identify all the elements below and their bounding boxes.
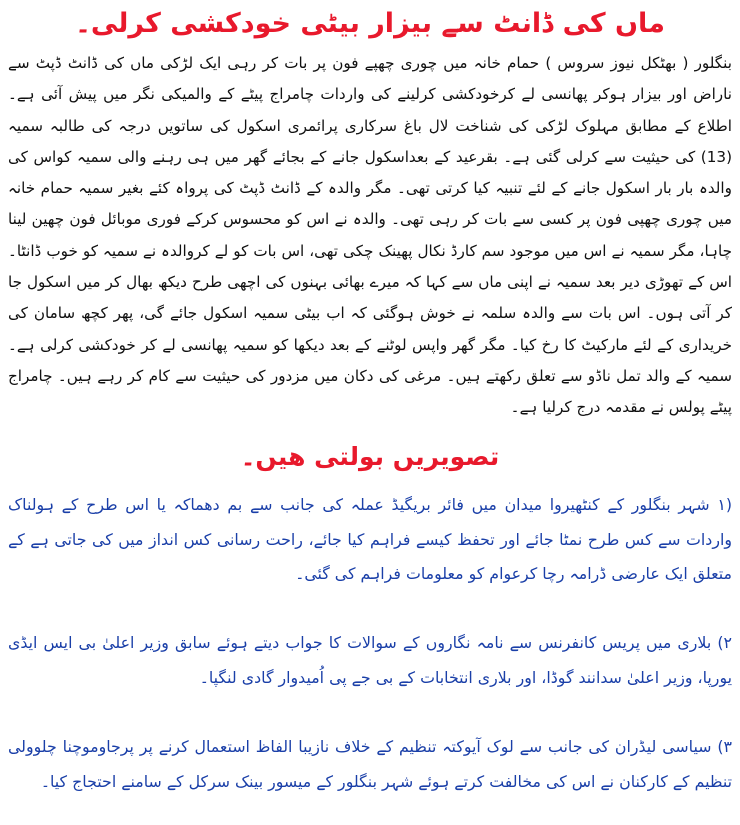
photo-captions [8, 488, 732, 820]
caption-3-text: سیاسی لیڈران کی جانب سے لوک آیوکتہ تنظیم کے خلاف نازیبا الفاظ استعمال کرنے پر پرجاوموچنا چلوولی تنظیم کے کارکنان نے اس کی مخالفت کرتے ہوئے شہر بنگلور کے میسور بینک سرکل کے سامنے احتجاج کیا۔ [8, 737, 732, 791]
caption-2-text: بلاری میں پریس کانفرنس سے نامہ نگاروں کے سوالات کا جواب دیتے ہوئے سابق وزیر اعلیٰ بی ایس ایڈی یورپا، وزیر اعلیٰ سدانند گوڈا، اور بلاری انتخابات کے بی جے پی اُمیدوار گادی لنگپا۔ [8, 633, 732, 687]
caption-1 [8, 488, 732, 626]
section-title: تصویریں بولتی ھیں۔ [240, 442, 500, 471]
caption-3 [8, 730, 732, 820]
caption-2-number: ۲) [717, 633, 732, 652]
headline: ماں کی ڈانٹ سے بیزار بیٹی خودکشی کرلی۔ [75, 8, 665, 39]
article-body: بنگلور ( بھٹکل نیوز سروس ) حمام خانہ میں چوری چھپے فون پر بات کر رہی ایک لڑکی ماں کی ڈانٹ ڈپٹ سے ناراض اور بیزار ہوکر پھانسی لے کرخودکشی کرلینے کی واردات چامراج پیٹے کے والمیکی نگر میں پیش آئی ہے۔ اطلاع کے مطابق مہلوک لڑکی کی شناخت لال باغ سرکاری پرائمری اسکول کی ساتویں درجہ کی طالبہ سمیہ (13) کی حیثیت سے کرلی گئی ہے۔ بقرعید کے بعداسکول جانے کے بجائے گھر میں ہی رہنے والی سمیہ کواس کی والدہ بار بار اسکول جانے کے لئے تنبیہ کیا کرتی تھی۔ مگر والدہ کے ڈانٹ ڈپٹ کی پرواہ کئے بغیر سمیہ حمام خانہ میں چوری چھپی فون پر کسی سے بات کر رہی تھی۔ والدہ نے اس کو محسوس کرکے فوری موبائل فون چھین لینا چاہا، مگر سمیہ نے اس میں موجود سم کارڈ نکال پھینک چکی تھی، اس بات کو لے کروالدہ نے سمیہ کو خوب ڈانٹا۔ اس کے تھوڑی دیر بعد سمیہ نے اپنی ماں سے کہا کہ میرے بھائی بہنوں کی اچھی طرح دیکھ بھال کر میں اسکول جا کر آتی ہوں۔ اس بات سے والدہ سلمہ نے خوش ہوگئی کہ اب بیٹی سمیہ اسکول جائے گی، پھر کچھ سامان کی خریداری کے لئے مارکیٹ کا رخ کیا۔ مگر گھر واپس لوٹنے کے بعد دیکھا کو سمیہ پھانسی لے کر خودکشی کرلی ہے۔ سمیہ کے والد تمل ناڈو سے تعلق رکھتے ہیں۔ مرغی کی دکان میں مزدور کی حیثیت سے کام کر رہے ہیں۔ چامراج پیٹے پولس نے مقدمہ درج کرلیا ہے۔ [8, 54, 732, 417]
caption-2 [8, 626, 732, 730]
caption-1-number: (۱ [717, 495, 732, 514]
caption-1-text: شہر بنگلور کے کنٹھیروا میدان میں فائر بریگیڈ عملہ کی جانب سے بم دھماکہ یا اس طرح کے ہولناک واردات سے کس طرح نمٹا جائے اور تحفظ کیسے فراہم کیا جائے، راحت رسانی کس انداز میں کی جاتی ہے کے متعلق ایک عارضی ڈرامہ رچا کرعوام کو معلومات فراہم کی گئی۔ [8, 495, 732, 583]
caption-3-number: ۳) [717, 737, 732, 756]
